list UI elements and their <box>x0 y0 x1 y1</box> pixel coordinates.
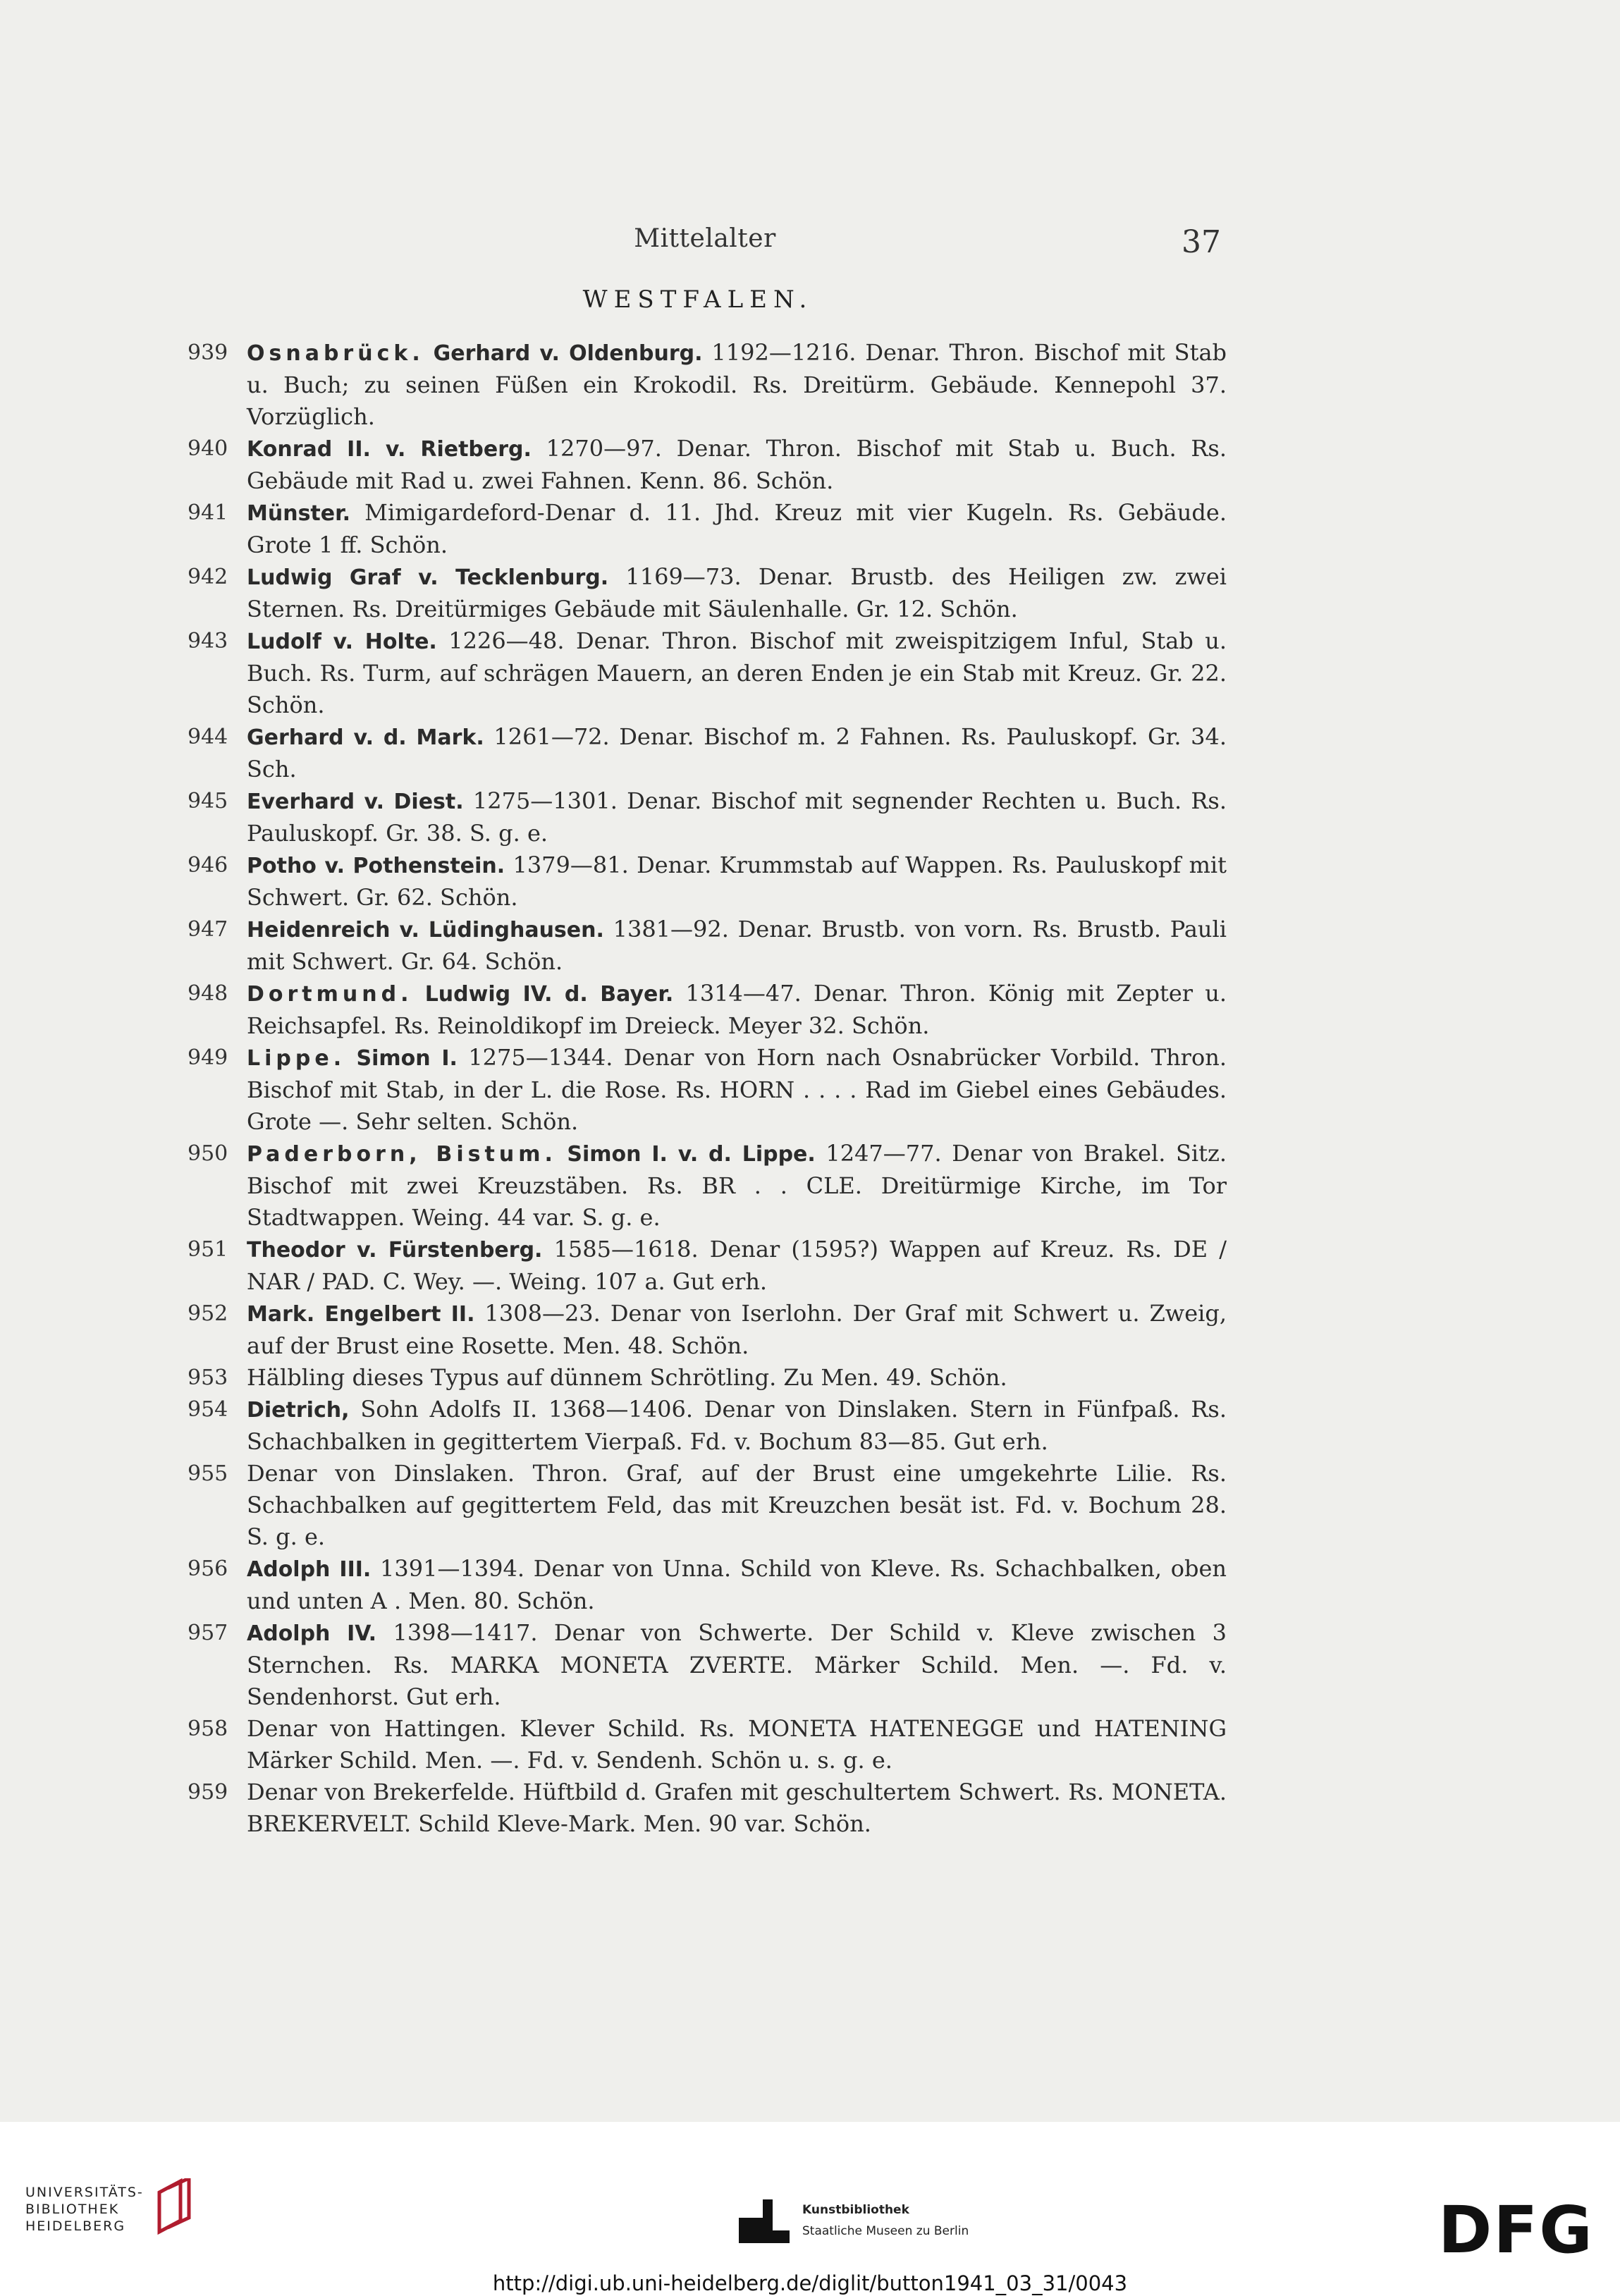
entry-description <box>247 1617 1227 1713</box>
entry-text: 1314—47. Denar. Thron. König mit Zepter u. Reichsapfel. Rs. Reinoldikopf im Dreieck. Meyer 32. Schön. <box>247 980 1227 1039</box>
entry-region: Lippe. <box>247 1046 346 1071</box>
entry-region: Paderborn, Bistum. <box>247 1142 557 1167</box>
entry-description <box>247 561 1227 625</box>
entry-text: 1247—77. Denar von Brakel. Sitz. Bischof mit zwei Kreuzstäben. Rs. BR . . CLE. Dreitürmige Kirche, im Tor Stadtwappen. Weing. 44 var. S. g. e. <box>247 1140 1227 1231</box>
entry-ruler: Ludwig IV. d. Bayer. <box>424 982 674 1007</box>
entry-number: 947 <box>188 917 228 942</box>
entry-number: 952 <box>188 1301 228 1326</box>
entry-number: 939 <box>188 340 228 365</box>
kunstbibliothek-label <box>802 2199 969 2242</box>
entry-text: 1270—97. Denar. Thron. Bischof mit Stab u. Buch. Rs. Gebäude mit Rad u. zwei Fahnen. Kenn. 86. Schön. <box>247 435 1227 494</box>
entry-description <box>247 721 1227 785</box>
entry-ruler: Ludwig Graf v. Tecklenburg. <box>247 565 609 590</box>
entry-description <box>247 849 1227 914</box>
kb-subtitle: Staatliche Museen zu Berlin <box>802 2224 969 2238</box>
entry-ruler: Dietrich, <box>247 1398 350 1423</box>
catalog-entry <box>0 497 1620 561</box>
entry-text: Denar von Brekerfelde. Hüftbild d. Grafen mit geschultertem Schwert. Rs. MONETA. BREKERVELT. Schild Kleve-Mark. Men. 90 var. Schön. <box>247 1779 1227 1837</box>
catalog-entry <box>0 1234 1620 1298</box>
ub-heidelberg-logo[interactable] <box>25 2184 144 2235</box>
catalog-entry <box>0 1776 1620 1840</box>
entry-text: 1275—1301. Denar. Bischof mit segnender Rechten u. Buch. Rs. Pauluskopf. Gr. 38. S. g. e. <box>247 787 1227 847</box>
page-number: 37 <box>1182 224 1221 260</box>
entry-text: 1226—48. Denar. Thron. Bischof mit zweispitzigem Inful, Stab u. Buch. Rs. Turm, auf schrägen Mauern, an deren Enden je ein Stab mit Kreuz. Gr. 22. Schön. <box>247 627 1227 718</box>
entry-text: 1261—72. Denar. Bischof m. 2 Fahnen. Rs. Pauluskopf. Gr. 34. Sch. <box>247 723 1227 782</box>
entry-text: 1192—1216. Denar. Thron. Bischof mit Stab u. Buch; zu seinen Füßen ein Krokodil. Rs. Dreitürm. Gebäude. Kennepohl 37. Vorzüglich. <box>247 339 1227 430</box>
catalog-entry <box>0 978 1620 1042</box>
entry-ruler: Potho v. Pothenstein. <box>247 854 505 878</box>
entry-description <box>247 1553 1227 1617</box>
entry-ruler: Adolph IV. <box>247 1621 377 1646</box>
entry-description <box>247 1362 1227 1394</box>
entry-ruler: Adolph III. <box>247 1557 372 1582</box>
entry-ruler: Theodor v. Fürstenberg. <box>247 1238 543 1263</box>
catalog-entry <box>0 721 1620 785</box>
entry-number: 956 <box>188 1557 228 1581</box>
entry-number: 951 <box>188 1237 228 1262</box>
catalog-entry <box>0 625 1620 721</box>
kunstbibliothek-icon[interactable] <box>739 2199 790 2243</box>
entry-ruler: Konrad II. v. Rietberg. <box>247 437 532 462</box>
catalog-entry <box>0 914 1620 978</box>
catalog-entry <box>0 1617 1620 1713</box>
entry-region: Dortmund. <box>247 982 413 1007</box>
entry-description <box>247 1138 1227 1234</box>
ub-logo-line: HEIDELBERG <box>25 2218 126 2234</box>
running-title: Mittelalter <box>634 224 776 253</box>
entry-description <box>247 433 1227 497</box>
permalink-url[interactable]: http://digi.ub.uni-heidelberg.de/diglit/button1941_03_31/0043 <box>492 2271 1128 2295</box>
entry-number: 940 <box>188 436 228 461</box>
entry-ruler: Simon I. v. d. Lippe. <box>567 1142 816 1167</box>
entry-number: 944 <box>188 725 228 749</box>
entry-text: Hälbling dieses Typus auf dünnem Schrötling. Zu Men. 49. Schön. <box>247 1364 1007 1391</box>
entry-text: 1308—23. Denar von Iserlohn. Der Graf mit Schwert u. Zweig, auf der Brust eine Rosette. Men. 48. Schön. <box>247 1300 1227 1359</box>
catalog-entries <box>0 337 1620 1840</box>
entry-number: 957 <box>188 1621 228 1645</box>
ub-logo-line: UNIVERSITÄTS- <box>25 2185 144 2200</box>
entry-description <box>247 1713 1227 1776</box>
entry-description <box>247 337 1227 433</box>
catalog-entry <box>0 1362 1620 1394</box>
entry-ruler: Münster. <box>247 501 351 526</box>
entry-text: 1275—1344. Denar von Horn nach Osnabrücker Vorbild. Thron. Bischof mit Stab, in der L. die Rose. Rs. HORN . . . . Rad im Giebel eines Gebäudes. Grote —. Sehr selten. Schön. <box>247 1044 1227 1135</box>
entry-description <box>247 785 1227 849</box>
entry-ruler: Simon I. <box>356 1046 458 1071</box>
entry-number: 954 <box>188 1397 228 1422</box>
catalog-entry <box>0 1458 1620 1553</box>
dfg-logo[interactable]: DFG <box>1438 2192 1594 2268</box>
entry-number: 955 <box>188 1461 228 1486</box>
entry-text: Sohn Adolfs II. 1368—1406. Denar von Dinslaken. Stern in Fünfpaß. Rs. Schachbalken in gegittertem Vierpaß. Fd. v. Bochum 83—85. Gut erh. <box>247 1396 1227 1455</box>
entry-ruler: Heidenreich v. Lüdinghausen. <box>247 918 604 943</box>
section-title: WESTFALEN. <box>582 286 814 314</box>
entry-description <box>247 914 1227 978</box>
entry-description <box>247 1234 1227 1298</box>
catalog-entry <box>0 1138 1620 1234</box>
footer <box>0 2122 1620 2296</box>
entry-ruler: Everhard v. Diest. <box>247 790 464 814</box>
entry-text: 1379—81. Denar. Krummstab auf Wappen. Rs. Pauluskopf mit Schwert. Gr. 62. Schön. <box>247 852 1227 911</box>
entry-number: 942 <box>188 565 228 589</box>
entry-text: 1391—1394. Denar von Unna. Schild von Kleve. Rs. Schachbalken, oben und unten A . Men. 80. Schön. <box>247 1555 1227 1614</box>
catalog-entry <box>0 1394 1620 1458</box>
catalog-entry <box>0 1713 1620 1776</box>
entry-description <box>247 1394 1227 1458</box>
ub-heidelberg-icon <box>152 2178 195 2235</box>
entry-description <box>247 978 1227 1042</box>
entry-text: Mimigardeford-Denar d. 11. Jhd. Kreuz mit vier Kugeln. Rs. Gebäude. Grote 1 ff. Schön. <box>247 499 1227 558</box>
entry-region: Osnabrück. <box>247 341 424 366</box>
entry-text: 1398—1417. Denar von Schwerte. Der Schild v. Kleve zwischen 3 Sternchen. Rs. MARKA MONETA ZVERTE. Märker Schild. Men. —. Fd. v. Sendenhorst. Gut erh. <box>247 1619 1227 1710</box>
entry-description <box>247 497 1227 561</box>
entry-number: 949 <box>188 1045 228 1070</box>
kb-title: Kunstbibliothek <box>802 2203 909 2217</box>
entry-text: 1169—73. Denar. Brustb. des Heiligen zw. zwei Sternen. Rs. Dreitürmiges Gebäude mit Säulenhalle. Gr. 12. Schön. <box>247 563 1227 622</box>
ub-logo-line: BIBLIOTHEK <box>25 2202 120 2217</box>
entry-number: 950 <box>188 1141 228 1166</box>
entry-ruler: Ludolf v. Holte. <box>247 630 437 654</box>
catalog-entry <box>0 849 1620 914</box>
entry-number: 953 <box>188 1365 228 1390</box>
entry-description <box>247 625 1227 721</box>
entry-text: Denar von Hattingen. Klever Schild. Rs. MONETA HATENEGGE und HATENING Märker Schild. Men. —. Fd. v. Sendenh. Schön u. s. g. e. <box>247 1715 1227 1774</box>
catalog-entry <box>0 1298 1620 1362</box>
catalog-entry <box>0 1553 1620 1617</box>
catalog-entry <box>0 337 1620 433</box>
entry-text: Denar von Dinslaken. Thron. Graf, auf der Brust eine umgekehrte Lilie. Rs. Schachbalken auf gegittertem Feld, das mit Kreuzchen besät ist. Fd. v. Bochum 28. S. g. e. <box>247 1460 1227 1550</box>
entry-number: 941 <box>188 501 228 525</box>
entry-number: 958 <box>188 1717 228 1741</box>
entry-text: 1381—92. Denar. Brustb. von vorn. Rs. Brustb. Pauli mit Schwert. Gr. 64. Schön. <box>247 916 1227 975</box>
catalog-entry <box>0 433 1620 497</box>
entry-text: 1585—1618. Denar (1595?) Wappen auf Kreuz. Rs. DE / NAR / PAD. C. Wey. —. Weing. 107 a. Gut erh. <box>247 1236 1227 1295</box>
entry-number: 948 <box>188 981 228 1006</box>
entry-number: 945 <box>188 789 228 814</box>
entry-number: 959 <box>188 1780 228 1805</box>
entry-ruler: Mark. Engelbert II. <box>247 1302 475 1327</box>
catalog-entry <box>0 561 1620 625</box>
entry-description <box>247 1458 1227 1553</box>
entry-description <box>247 1042 1227 1138</box>
entry-ruler: Gerhard v. Oldenburg. <box>433 341 703 366</box>
entry-number: 943 <box>188 629 228 653</box>
entry-description <box>247 1298 1227 1362</box>
entry-number: 946 <box>188 853 228 878</box>
entry-ruler: Gerhard v. d. Mark. <box>247 725 484 750</box>
entry-description <box>247 1776 1227 1840</box>
catalog-entry <box>0 1042 1620 1138</box>
catalog-entry <box>0 785 1620 849</box>
